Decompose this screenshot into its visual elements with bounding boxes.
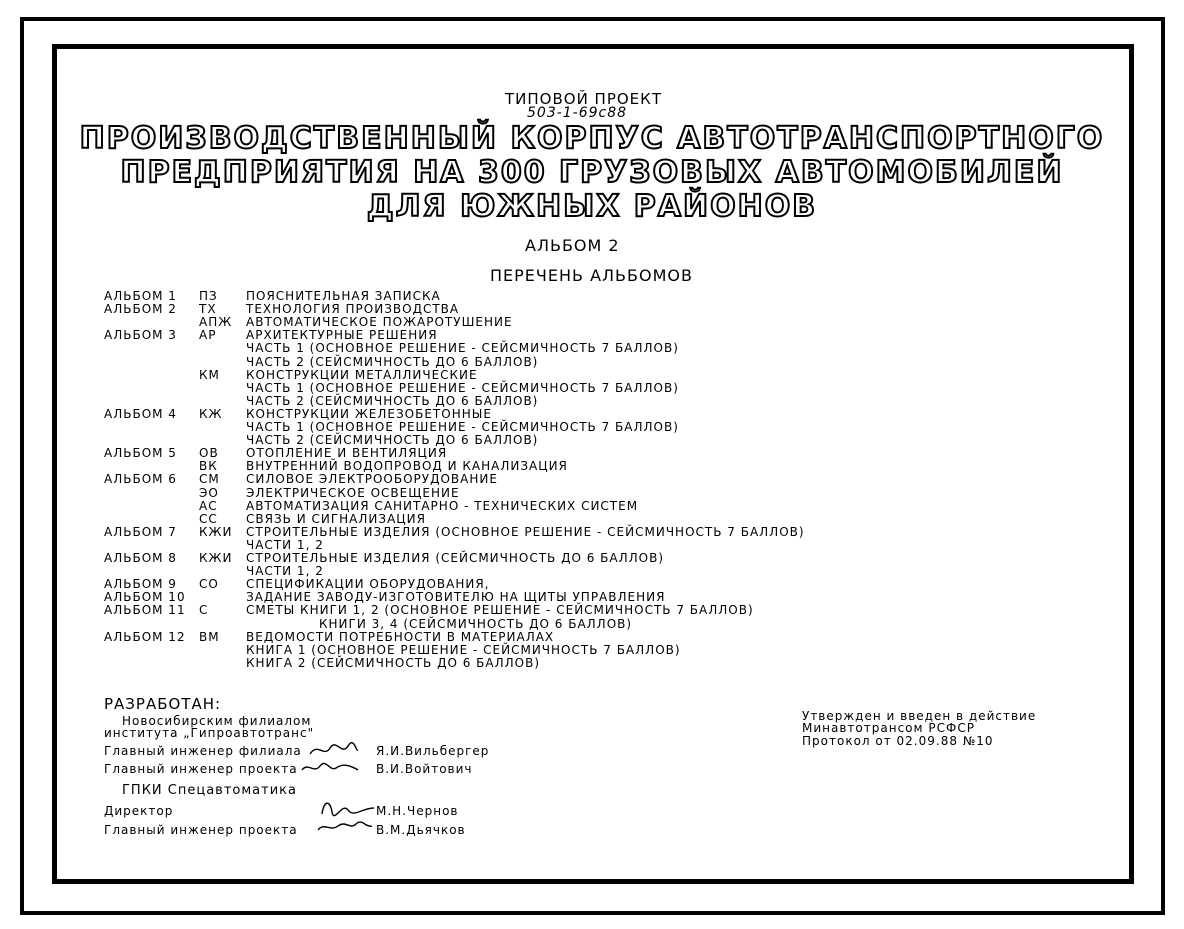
album-code: ВМ	[199, 629, 220, 644]
album-text: СВЯЗЬ И СИГНАЛИЗАЦИЯ	[246, 511, 426, 526]
album-text: ЧАСТЬ 2 (СЕЙСМИЧНОСТЬ ДО 6 БАЛЛОВ)	[246, 393, 539, 408]
album-text: СПЕЦИФИКАЦИИ ОБОРУДОВАНИЯ,	[246, 577, 490, 592]
approval-line-2: Минавтотрансом РСФСР	[802, 721, 975, 735]
album-text: ЧАСТЬ 1 (ОСНОВНОЕ РЕШЕНИЕ - СЕЙСМИЧНОСТЬ 7 БАЛЛОВ)	[246, 380, 679, 395]
name-voytovich: В.И.Войтович	[376, 762, 473, 776]
role-chief-engineer-project: Главный инженер проекта	[104, 762, 298, 776]
album-code: ВК	[199, 459, 218, 474]
album-text: КОНСТРУКЦИИ МЕТАЛЛИЧЕСКИЕ	[246, 367, 478, 382]
album-text: ЧАСТИ 1, 2	[246, 564, 324, 579]
album-code: СС	[199, 511, 218, 526]
album-code: СМ	[199, 472, 220, 487]
album-text: КНИГА 2 (СЕЙСМИЧНОСТЬ ДО 6 БАЛЛОВ)	[246, 655, 541, 670]
album-text: КНИГИ 3, 4 (СЕЙСМИЧНОСТЬ ДО 6 БАЛЛОВ)	[319, 616, 633, 631]
role-chief-engineer-branch: Главный инженер филиала	[104, 744, 302, 758]
album-text: ВЕДОМОСТИ ПОТРЕБНОСТИ В МАТЕРИАЛАХ	[246, 629, 555, 644]
album-code: КМ	[199, 367, 220, 382]
role-director: Директор	[104, 804, 174, 818]
album-number: АЛЬБОМ 5	[104, 446, 177, 461]
album-code: КЖ	[199, 406, 223, 421]
album-code: КЖИ	[199, 524, 233, 539]
album-code: АР	[199, 328, 217, 343]
list-title: ПЕРЕЧЕНЬ АЛЬБОМОВ	[490, 266, 693, 285]
album-text: ЭЛЕКТРИЧЕСКОЕ ОСВЕЩЕНИЕ	[246, 485, 460, 500]
project-type: ТИПОВОЙ ПРОЕКТ	[505, 90, 662, 108]
album-number: АЛЬБОМ 4	[104, 406, 177, 421]
album-text: СТРОИТЕЛЬНЫЕ ИЗДЕЛИЯ (ОСНОВНОЕ РЕШЕНИЕ - СЕЙСМИЧНОСТЬ 7 БАЛЛОВ)	[246, 524, 805, 539]
approval-line-1: Утвержден и введен в действие	[802, 709, 1037, 723]
project-code: 503-1-69с88	[527, 105, 628, 121]
album-text: ЧАСТИ 1, 2	[246, 537, 324, 552]
org-line-2: института „Гипроавтотранс"	[104, 726, 315, 740]
signature-4	[316, 816, 374, 839]
album-text: ЧАСТЬ 2 (СЕЙСМИЧНОСТЬ ДО 6 БАЛЛОВ)	[246, 433, 539, 448]
album-code: С	[199, 603, 209, 618]
album-text: ЧАСТЬ 2 (СЕЙСМИЧНОСТЬ ДО 6 БАЛЛОВ)	[246, 354, 539, 369]
org-gpki: ГПКИ Спецавтоматика	[122, 783, 297, 798]
album-text: КОНСТРУКЦИИ ЖЕЛЕЗОБЕТОННЫЕ	[246, 406, 492, 421]
album-text: ЧАСТЬ 1 (ОСНОВНОЕ РЕШЕНИЕ - СЕЙСМИЧНОСТЬ 7 БАЛЛОВ)	[246, 420, 679, 434]
album-code: АС	[199, 498, 218, 513]
name-vilberger: Я.И.Вильбергер	[376, 744, 490, 758]
album-number: АЛЬБОМ 12	[104, 629, 186, 644]
name-chernov: М.Н.Чернов	[376, 804, 459, 818]
album-number: АЛЬБОМ 6	[104, 472, 177, 487]
album-text: ВНУТРЕННИЙ ВОДОПРОВОД И КАНАЛИЗАЦИЯ	[246, 459, 568, 474]
title-line-3: ДЛЯ ЮЖНЫХ РАЙОНОВ	[366, 189, 818, 224]
album-number: АЛЬБОМ 2	[104, 302, 177, 317]
album-text: АВТОМАТИЗАЦИЯ САНИТАРНО - ТЕХНИЧЕСКИХ СИСТЕМ	[246, 498, 639, 513]
album-text: АВТОМАТИЧЕСКОЕ ПОЖАРОТУШЕНИЕ	[246, 315, 513, 330]
album-number: АЛЬБОМ 7	[104, 524, 177, 539]
album-number: АЛЬБОМ 11	[104, 603, 186, 618]
title-line-2: ПРЕДПРИЯТИЯ НА 300 ГРУЗОВЫХ АВТОМОБИЛЕЙ	[120, 155, 1064, 190]
album-code: ЭО	[199, 485, 219, 500]
album-code: ПЗ	[199, 289, 218, 303]
album-number: АЛЬБОМ 1	[104, 289, 177, 303]
album-text: СИЛОВОЕ ЭЛЕКТРООБОРУДОВАНИЕ	[246, 472, 498, 487]
approval-line-3: Протокол от 02.09.88 №10	[802, 734, 994, 748]
album-number: АЛЬБОМ 8	[104, 551, 177, 565]
album-text: ПОЯСНИТЕЛЬНАЯ ЗАПИСКА	[246, 289, 441, 303]
album-code: СО	[199, 577, 219, 592]
album-text: ЗАДАНИЕ ЗАВОДУ-ИЗГОТОВИТЕЛЮ НА ЩИТЫ УПРАВЛЕНИЯ	[246, 590, 666, 605]
album-text: СМЕТЫ КНИГИ 1, 2 (ОСНОВНОЕ РЕШЕНИЕ - СЕЙСМИЧНОСТЬ 7 БАЛЛОВ)	[246, 603, 754, 618]
album-label: АЛЬБОМ 2	[525, 236, 620, 255]
album-text: КНИГА 1 (ОСНОВНОЕ РЕШЕНИЕ - СЕЙСМИЧНОСТЬ 7 БАЛЛОВ)	[246, 642, 681, 657]
album-code: ТХ	[199, 302, 217, 317]
title-line-1: ПРОИЗВОДСТВЕННЫЙ КОРПУС АВТОТРАНСПОРТНОГО	[79, 121, 1105, 156]
name-dyachkov: В.М.Дьячков	[376, 823, 466, 837]
signature-2	[300, 758, 362, 781]
album-number: АЛЬБОМ 10	[104, 590, 186, 605]
role-chief-engineer-project-2: Главный инженер проекта	[104, 823, 298, 837]
org-line-1: Новосибирским филиалом	[122, 714, 312, 728]
album-code: КЖИ	[199, 551, 233, 565]
album-code: ОВ	[199, 446, 219, 461]
album-text: ОТОПЛЕНИЕ И ВЕНТИЛЯЦИЯ	[246, 446, 448, 461]
album-text: ЧАСТЬ 1 (ОСНОВНОЕ РЕШЕНИЕ - СЕЙСМИЧНОСТЬ 7 БАЛЛОВ)	[246, 341, 679, 356]
album-text: СТРОИТЕЛЬНЫЕ ИЗДЕЛИЯ (СЕЙСМИЧНОСТЬ ДО 6 БАЛЛОВ)	[246, 551, 665, 565]
album-number: АЛЬБОМ 9	[104, 577, 177, 592]
album-number: АЛЬБОМ 3	[104, 328, 177, 343]
album-code: АПЖ	[199, 315, 233, 330]
album-text: АРХИТЕКТУРНЫЕ РЕШЕНИЯ	[246, 328, 438, 343]
developed-heading: РАЗРАБОТАН:	[104, 695, 222, 713]
album-text: ТЕХНОЛОГИЯ ПРОИЗВОДСТВА	[246, 302, 460, 317]
